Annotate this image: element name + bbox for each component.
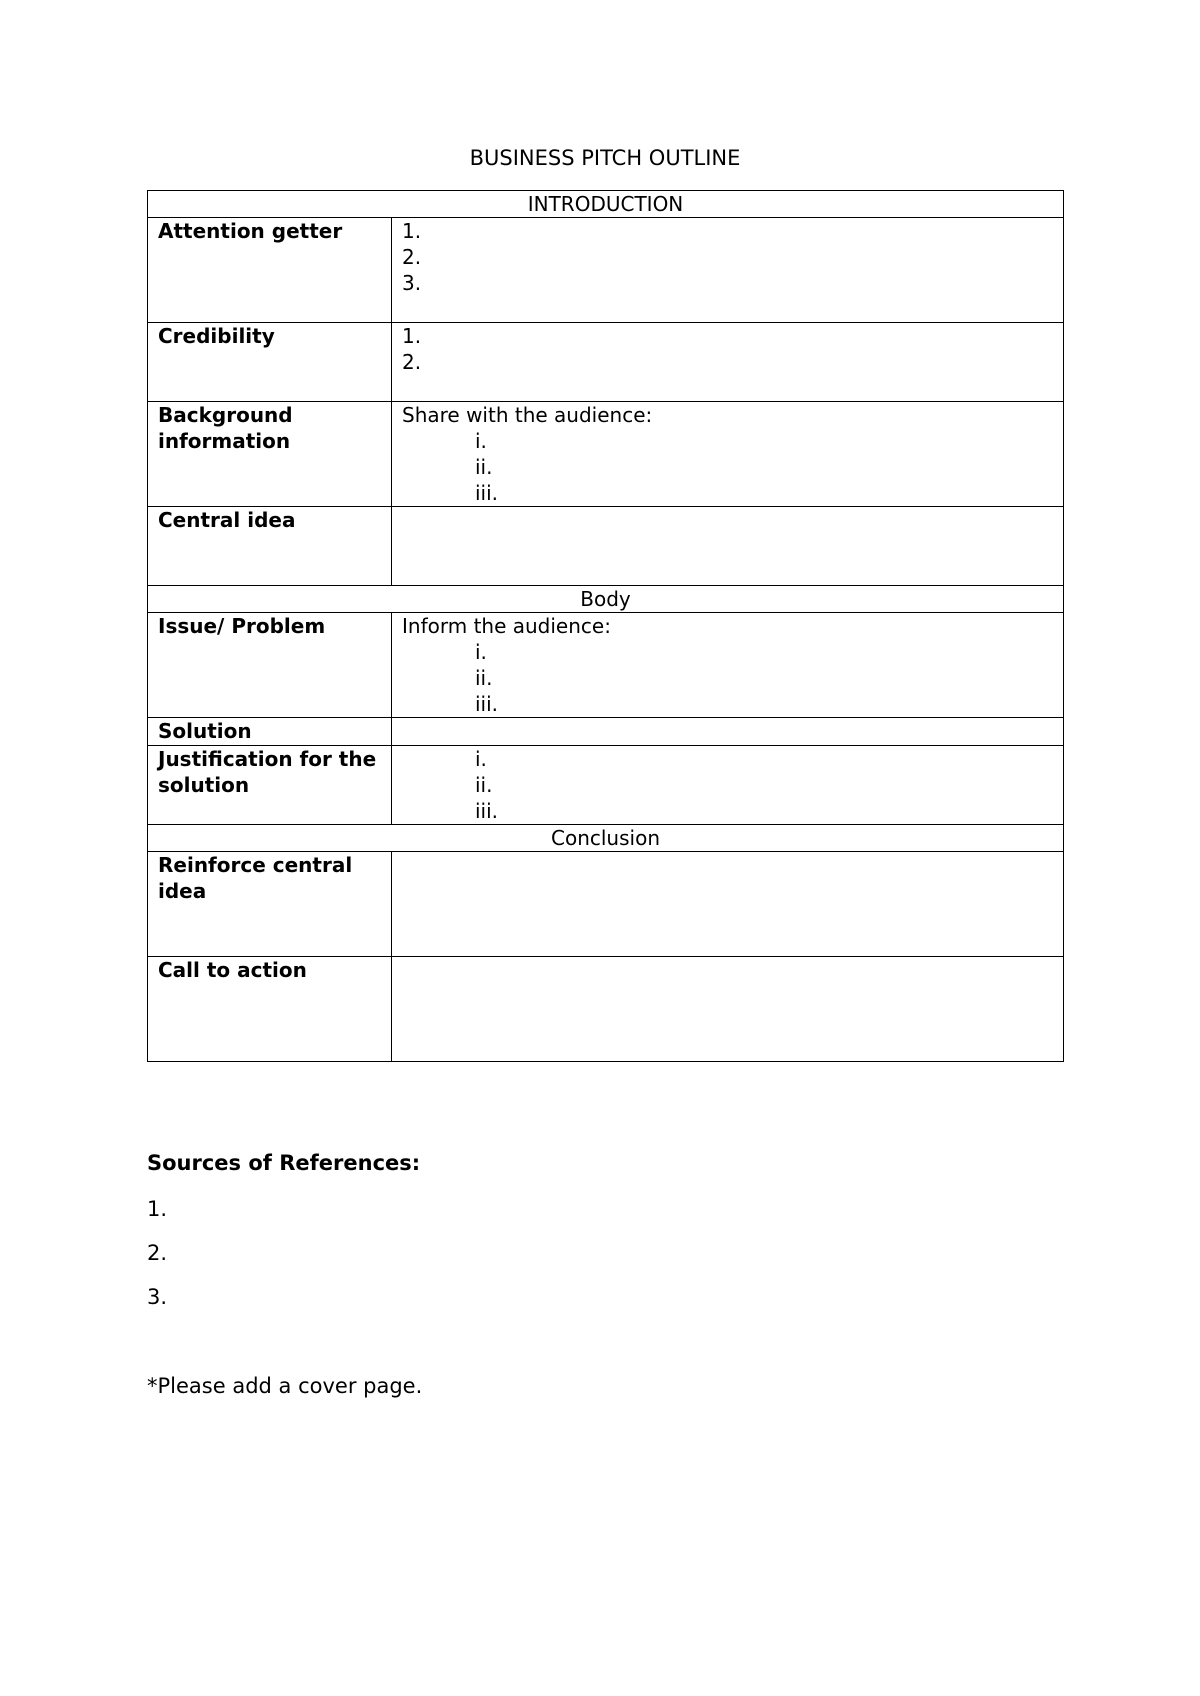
row-content-issue[interactable]	[392, 613, 1064, 718]
table-row	[148, 746, 1064, 825]
list-item: 2.	[402, 350, 422, 374]
row-label-credibility: Credibility	[148, 323, 392, 402]
row-content-solution[interactable]	[392, 718, 1064, 746]
reference-item: 3.	[147, 1285, 168, 1309]
references-section	[147, 1150, 420, 1328]
list-item: i.	[475, 747, 487, 771]
list-item: i.	[475, 640, 487, 664]
reference-item: 2.	[147, 1241, 168, 1265]
section-header-introduction: INTRODUCTION	[148, 191, 1064, 218]
table-row	[148, 507, 1064, 586]
list-item: ii.	[475, 666, 493, 690]
table-row	[148, 323, 1064, 402]
list-item: 2.	[402, 245, 422, 269]
row-lead-text: Share with the audience:	[402, 403, 653, 427]
row-label-issue: Issue/ Problem	[148, 613, 392, 718]
list-item: 1.	[402, 324, 422, 348]
row-content-central-idea[interactable]	[392, 507, 1064, 586]
row-content-background[interactable]	[392, 402, 1064, 507]
row-label-solution: Solution	[148, 718, 392, 746]
row-content-credibility[interactable]	[392, 323, 1064, 402]
row-label-central-idea: Central idea	[148, 507, 392, 586]
reference-item: 1.	[147, 1197, 168, 1221]
list-item: iii.	[475, 481, 499, 505]
section-row-conclusion	[148, 825, 1064, 852]
row-label-justification: Justification for the solution	[148, 746, 392, 825]
row-content-justification[interactable]	[392, 746, 1064, 825]
list-item: ii.	[475, 455, 493, 479]
page-title: BUSINESS PITCH OUTLINE	[469, 146, 741, 170]
table-row	[148, 852, 1064, 957]
row-label-background: Background information	[148, 402, 392, 507]
row-label-reinforce: Reinforce central idea	[148, 852, 392, 957]
table-row	[148, 613, 1064, 718]
table-row	[148, 718, 1064, 746]
row-label-call-to-action: Call to action	[148, 957, 392, 1062]
outline-table	[147, 190, 1064, 1062]
table-row	[148, 402, 1064, 507]
row-content-call-to-action[interactable]	[392, 957, 1064, 1062]
list-item: iii.	[475, 799, 499, 823]
list-item: 3.	[402, 271, 422, 295]
section-header-conclusion: Conclusion	[148, 825, 1064, 852]
row-content-reinforce[interactable]	[392, 852, 1064, 957]
row-label-attention-getter: Attention getter	[148, 218, 392, 323]
section-row-body	[148, 586, 1064, 613]
section-row-introduction	[148, 191, 1064, 218]
references-heading: Sources of References:	[147, 1151, 421, 1175]
section-header-body: Body	[148, 586, 1064, 613]
table-row	[148, 218, 1064, 323]
list-item: iii.	[475, 692, 499, 716]
list-item: ii.	[475, 773, 493, 797]
row-content-attention-getter[interactable]	[392, 218, 1064, 323]
row-lead-text: Inform the audience:	[402, 614, 611, 638]
cover-page-note: *Please add a cover page.	[147, 1374, 423, 1398]
table-row	[148, 957, 1064, 1062]
list-item: i.	[475, 429, 487, 453]
list-item: 1.	[402, 219, 422, 243]
